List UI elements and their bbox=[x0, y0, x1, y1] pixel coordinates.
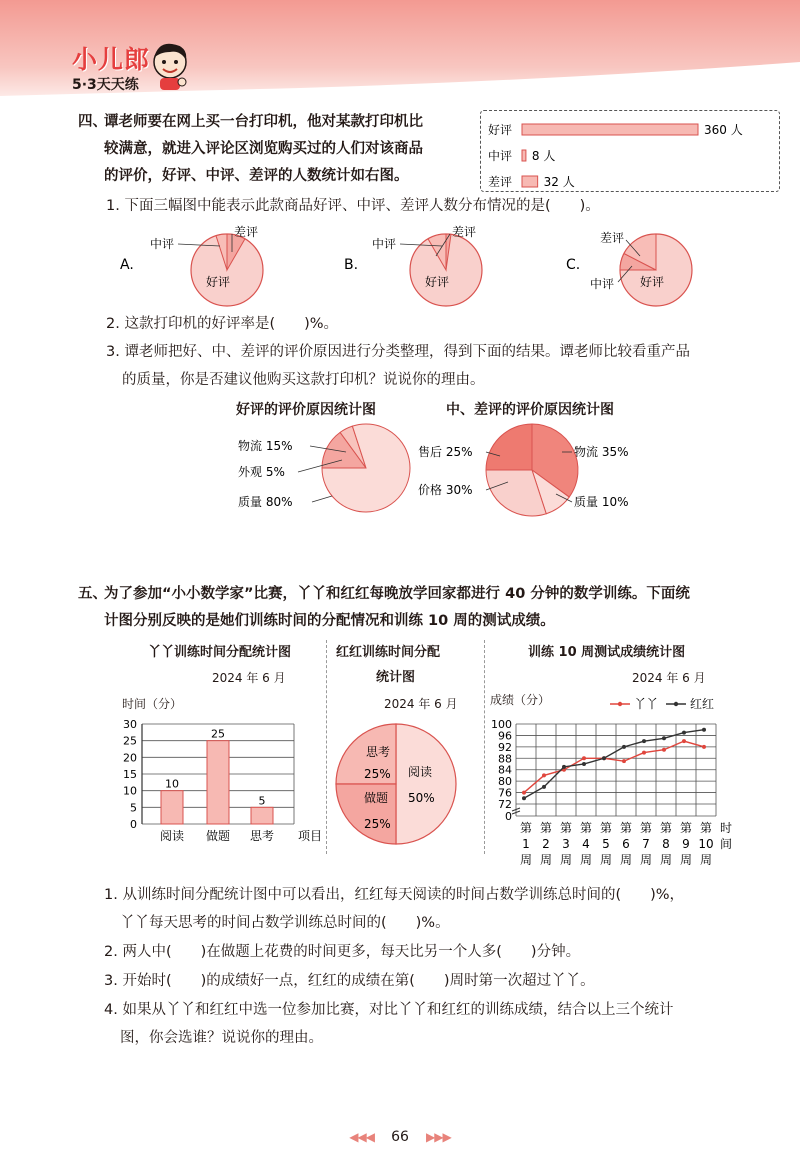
pie-label-read-pct: 50% bbox=[408, 791, 435, 805]
line-point-丫丫 bbox=[682, 739, 686, 743]
hong-pie-chart bbox=[330, 716, 480, 846]
option-c-label-good: 好评 bbox=[640, 275, 665, 289]
option-c-pie bbox=[620, 234, 692, 306]
mid-chart-title: 中、差评的评价原因统计图 bbox=[446, 402, 614, 418]
bar-思考 bbox=[251, 807, 273, 824]
good-chart-title: 好评的评价原因统计图 bbox=[236, 402, 376, 418]
line-point-丫丫 bbox=[702, 745, 706, 749]
option-a-letter: A. bbox=[120, 257, 134, 273]
bar-category-思考: 思考 bbox=[249, 829, 275, 843]
q5-intro-2: 计图分别反映的是她们训练时间的分配情况和训练 10 周的测试成绩。 bbox=[104, 613, 555, 629]
good-reason-pie bbox=[322, 424, 410, 512]
week-label-4: 第 bbox=[579, 821, 593, 835]
week-label-4: 周 bbox=[579, 853, 593, 867]
week-label-7: 7 bbox=[642, 837, 650, 851]
line-point-红红 bbox=[542, 785, 546, 789]
reason-pies bbox=[220, 420, 660, 520]
bar-value-阅读: 10 bbox=[165, 777, 179, 791]
week-label-9: 周 bbox=[679, 853, 693, 867]
bar-ytick: 20 bbox=[123, 751, 137, 765]
option-a-label-good: 好评 bbox=[206, 275, 231, 289]
option-b-label-mid: 中评 bbox=[372, 237, 397, 251]
week-label-9: 第 bbox=[679, 821, 693, 835]
week-label-3: 3 bbox=[562, 837, 570, 851]
week-label-3: 第 bbox=[559, 821, 573, 835]
q4-sub3-2: 的质量，你是否建议他购买这款打印机？说说你的理由。 bbox=[122, 372, 485, 388]
line-point-丫丫 bbox=[522, 791, 526, 795]
mascot-icon bbox=[148, 40, 192, 92]
line-ytick: 100 bbox=[491, 718, 512, 731]
pie-chart-date: 2024 年 6 月 bbox=[384, 697, 458, 711]
bar-xlabel: 项目 bbox=[298, 829, 322, 843]
pie-chart-title-2: 统计图 bbox=[376, 670, 416, 685]
rating-label-2: 差评 bbox=[488, 175, 513, 189]
q5-question-1a: 1. 从训练时间分配统计图中可以看出，红红每天阅读的时间占数学训练总时间的( )%， bbox=[104, 887, 685, 903]
week-label-9: 9 bbox=[682, 837, 690, 851]
week-label-2: 2 bbox=[542, 837, 550, 851]
line-series-红红 bbox=[524, 730, 704, 799]
line-ytick: 72 bbox=[498, 798, 512, 811]
line-ytick: 88 bbox=[498, 752, 512, 766]
bar-ytick: 0 bbox=[130, 818, 137, 831]
bar-阅读 bbox=[161, 791, 183, 824]
bar-value-思考: 5 bbox=[258, 794, 266, 808]
mid-label-logistics: 物流 35% bbox=[574, 445, 629, 459]
good-label-appearance: 外观 5% bbox=[238, 465, 285, 479]
line-point-红红 bbox=[702, 728, 706, 732]
q5-question-1b: 丫丫每天思考的时间占数学训练总时间的( )%。 bbox=[120, 915, 450, 931]
rating-value-1: 8 人 bbox=[531, 149, 556, 163]
line-ytick: 84 bbox=[498, 763, 512, 777]
bar-ytick: 30 bbox=[123, 718, 137, 731]
rating-value-0: 360 人 bbox=[704, 123, 743, 137]
q5-question-4b: 图，你会选谁？说说你的理由。 bbox=[120, 1030, 323, 1046]
q4-sub1: 1. 下面三幅图中能表示此款商品好评、中评、差评人数分布情况的是( )。 bbox=[106, 198, 600, 214]
mid-slice-售后 bbox=[486, 424, 532, 470]
prev-arrows-icon: ◀◀◀ bbox=[349, 1130, 374, 1144]
line-point-丫丫 bbox=[542, 773, 546, 777]
chart-divider-1 bbox=[326, 640, 327, 854]
option-pies bbox=[110, 216, 770, 308]
week-label-7: 第 bbox=[639, 821, 653, 835]
q4-sub2: 2. 这款打印机的好评率是( )%。 bbox=[106, 316, 339, 332]
option-c-label-mid: 中评 bbox=[590, 277, 615, 291]
line-legend-0: 丫丫 bbox=[634, 697, 659, 711]
line-chart-ylabel: 成绩（分） bbox=[490, 693, 551, 707]
bar-value-做题: 25 bbox=[211, 727, 225, 741]
option-b-letter: B. bbox=[344, 257, 359, 273]
line-point-红红 bbox=[562, 765, 566, 769]
line-ytick: 80 bbox=[498, 775, 512, 789]
mid-reason-pie bbox=[486, 424, 578, 516]
bar-做题 bbox=[207, 741, 229, 824]
week-label-10: 周 bbox=[699, 853, 713, 867]
bar-category-做题: 做题 bbox=[205, 829, 231, 843]
option-b-label-good: 好评 bbox=[425, 275, 450, 289]
bar-chart-ylabel: 时间（分） bbox=[122, 697, 183, 711]
time-bar-chart bbox=[112, 712, 322, 846]
pie-label-think-pct: 25% bbox=[364, 767, 391, 781]
q5-question-2: 2. 两人中( )在做题上花费的时间更多，每天比另一个人多( )分钟。 bbox=[104, 944, 581, 960]
bar-ytick: 10 bbox=[123, 784, 137, 798]
brand-sub: 5·3天天练 bbox=[72, 77, 139, 93]
line-point-红红 bbox=[622, 745, 626, 749]
line-ytick: 92 bbox=[498, 740, 512, 754]
week-label-1: 周 bbox=[519, 853, 533, 867]
brand-name: 小儿郎 bbox=[72, 45, 151, 74]
week-label-10: 第 bbox=[699, 821, 713, 835]
line-ytick: 0 bbox=[505, 810, 512, 823]
q4-intro-1: 谭老师要在网上买一台打印机，他对某款打印机比 bbox=[104, 114, 423, 130]
page-footer bbox=[0, 1126, 800, 1145]
bar-category-阅读: 阅读 bbox=[159, 829, 185, 843]
rating-bar-2 bbox=[522, 176, 538, 187]
rating-label-0: 好评 bbox=[488, 123, 513, 137]
week-label-6: 6 bbox=[622, 837, 630, 851]
line-point-红红 bbox=[662, 736, 666, 740]
rating-bar-chart bbox=[480, 110, 780, 192]
line-xlabel-1: 时 bbox=[719, 821, 733, 835]
pie-label-read: 阅读 bbox=[408, 765, 433, 779]
option-a-label-mid: 中评 bbox=[150, 237, 175, 251]
pie-chart-title-1: 红红训练时间分配 bbox=[336, 645, 441, 660]
mid-label-service: 售后 25% bbox=[418, 445, 473, 459]
week-label-5: 5 bbox=[602, 837, 610, 851]
page-number: 66 bbox=[391, 1129, 409, 1145]
line-point-红红 bbox=[642, 739, 646, 743]
q4-intro-2: 较满意，就进入评论区浏览购买过的人们对该商品 bbox=[104, 141, 423, 157]
bar-chart-date: 2024 年 6 月 bbox=[212, 671, 286, 685]
q4-sub3-1: 3. 谭老师把好、中、差评的评价原因进行分类整理，得到下面的结果。谭老师比较看重产品 bbox=[106, 344, 690, 360]
week-label-8: 8 bbox=[662, 837, 670, 851]
line-point-丫丫 bbox=[622, 759, 626, 763]
mid-label-quality: 质量 10% bbox=[574, 495, 629, 509]
week-label-6: 周 bbox=[619, 853, 633, 867]
week-label-5: 周 bbox=[599, 853, 613, 867]
rating-bar-0 bbox=[522, 124, 698, 135]
line-point-红红 bbox=[682, 731, 686, 735]
week-label-3: 周 bbox=[559, 853, 573, 867]
q5-intro-1: 为了参加“小小数学家”比赛，丫丫和红红每晚放学回家都进行 40 分钟的数学训练。下面统 bbox=[104, 586, 690, 602]
q5-question-3: 3. 开始时( )的成绩好一点，红红的成绩在第( )周时第一次超过丫丫。 bbox=[104, 973, 595, 989]
line-point-丫丫 bbox=[642, 751, 646, 755]
week-label-5: 第 bbox=[599, 821, 613, 835]
line-ytick: 96 bbox=[498, 729, 512, 743]
good-label-logistics: 物流 15% bbox=[238, 439, 293, 453]
option-c-label-bad: 差评 bbox=[600, 231, 625, 245]
option-c-letter: C. bbox=[566, 257, 581, 273]
score-line-chart bbox=[486, 690, 786, 870]
mid-label-price: 价格 30% bbox=[418, 483, 473, 497]
line-legend-1: 红红 bbox=[690, 697, 715, 711]
line-chart-title: 训练 10 周测试成绩统计图 bbox=[528, 645, 686, 660]
pie-label-think: 思考 bbox=[366, 745, 391, 759]
week-label-1: 第 bbox=[519, 821, 533, 835]
brand-logo bbox=[72, 40, 150, 94]
line-point-红红 bbox=[522, 796, 526, 800]
bar-ytick: 15 bbox=[123, 768, 137, 781]
q4-number: 四、 bbox=[78, 114, 107, 130]
week-label-7: 周 bbox=[639, 853, 653, 867]
line-series-丫丫 bbox=[524, 741, 704, 792]
pie-label-problems-pct: 25% bbox=[364, 817, 391, 831]
week-label-1: 1 bbox=[522, 837, 530, 851]
q5-question-4a: 4. 如果从丫丫和红红中选一位参加比赛，对比丫丫和红红的训练成绩，结合以上三个统计 bbox=[104, 1002, 674, 1018]
line-point-红红 bbox=[602, 756, 606, 760]
week-label-4: 4 bbox=[582, 837, 590, 851]
line-chart-date: 2024 年 6 月 bbox=[632, 671, 706, 685]
option-b-label-bad: 差评 bbox=[452, 225, 477, 239]
line-point-丫丫 bbox=[662, 748, 666, 752]
q4-intro-3: 的评价，好评、中评、差评的人数统计如右图。 bbox=[104, 168, 409, 184]
week-label-2: 第 bbox=[539, 821, 553, 835]
pie-label-problems: 做题 bbox=[364, 791, 389, 805]
week-label-8: 第 bbox=[659, 821, 673, 835]
rating-bar-1 bbox=[522, 150, 526, 161]
hong-slice-阅读 bbox=[396, 724, 456, 844]
bar-chart-title: 丫丫训练时间分配统计图 bbox=[148, 645, 292, 660]
chart-divider-2 bbox=[484, 640, 485, 854]
rating-value-2: 32 人 bbox=[543, 175, 575, 189]
next-arrows-icon: ▶▶▶ bbox=[426, 1130, 451, 1144]
week-label-10: 10 bbox=[698, 837, 714, 851]
line-point-红红 bbox=[582, 762, 586, 766]
q5-number: 五、 bbox=[78, 586, 107, 602]
option-a-label-bad: 差评 bbox=[234, 225, 259, 239]
rating-label-1: 中评 bbox=[488, 149, 513, 163]
week-label-6: 第 bbox=[619, 821, 633, 835]
good-label-quality: 质量 80% bbox=[238, 495, 293, 509]
week-label-8: 周 bbox=[659, 853, 673, 867]
line-point-丫丫 bbox=[582, 756, 586, 760]
line-xlabel-2: 间 bbox=[719, 837, 733, 851]
week-label-2: 周 bbox=[539, 853, 553, 867]
line-ytick: 76 bbox=[498, 786, 512, 800]
bar-ytick: 25 bbox=[123, 734, 137, 748]
bar-ytick: 5 bbox=[130, 801, 137, 815]
